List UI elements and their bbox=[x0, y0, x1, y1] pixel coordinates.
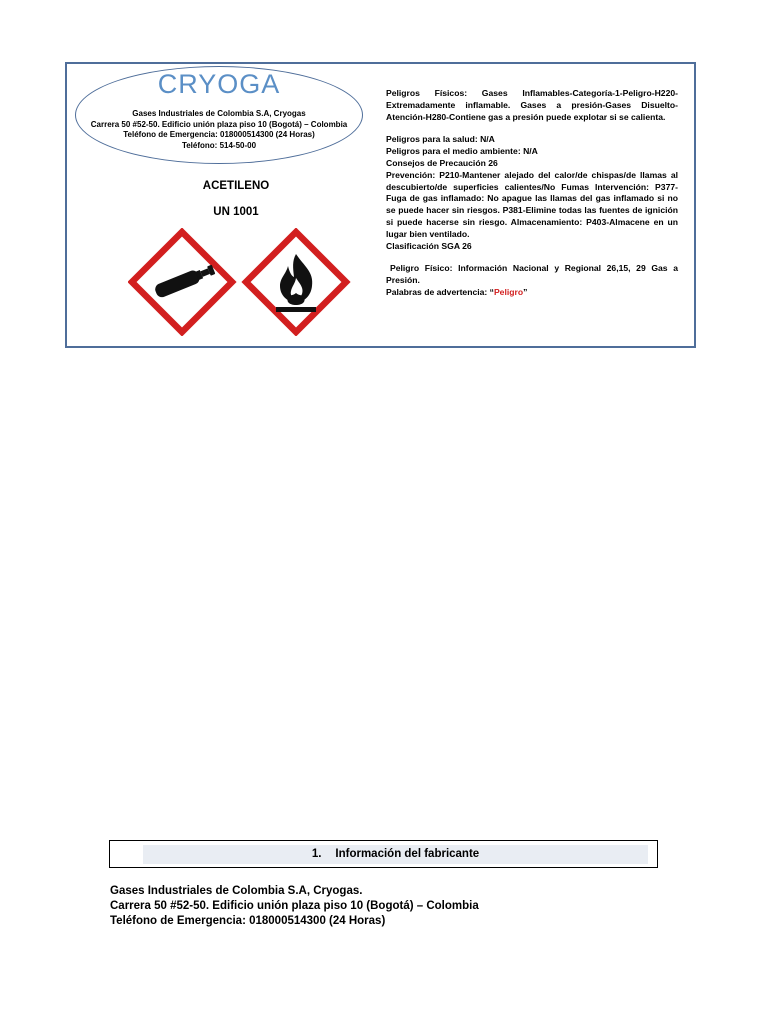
manufacturer-emergency-phone: Teléfono de Emergencia: 018000514300 (24 Horas) bbox=[110, 915, 386, 927]
physical-hazard-info-text: Peligro Físico: Información Nacional y Regional 26,15, 29 Gas a Presión. bbox=[386, 263, 678, 286]
section-heading-fill bbox=[143, 845, 648, 864]
product-name: ACETILENO bbox=[202, 180, 270, 192]
precaution-advice-text: Consejos de Precaución 26 bbox=[386, 157, 498, 168]
brand-oval bbox=[75, 66, 363, 164]
physical-hazards-text: Peligros Físicos: Gases Inflamables-Categoría-1-Peligro-H220-Extremadamente inflamable. Gases a presión-Gases Disuelto-Atención-H280-Contiene gas a presión puede explotar si se calienta. bbox=[386, 88, 678, 122]
classification-text: Clasificación SGA 26 bbox=[386, 240, 472, 251]
section-1-heading bbox=[109, 840, 658, 868]
signal-word-close: ” bbox=[523, 286, 528, 297]
un-number: UN 1001 bbox=[213, 206, 259, 218]
company-name: Gases Industriales de Colombia S.A, Cryogas bbox=[132, 109, 306, 118]
company-info bbox=[76, 109, 362, 151]
environment-hazards-text: Peligros para el medio ambiente: N/A bbox=[386, 146, 538, 157]
hazard-statements bbox=[386, 88, 678, 299]
company-phone: Teléfono: 514-50-00 bbox=[181, 140, 257, 150]
manufacturer-address: Carrera 50 #52-50. Edificio unión plaza piso 10 (Bogotá) – Colombia bbox=[110, 900, 479, 912]
section-title: Información del fabricante bbox=[335, 848, 480, 860]
prevention-text: Prevención: P210-Mantener alejado del calor/de chispas/de llamas al descubierto/de superficies calientes/No Fumas Intervención: P377-Fuga de gas inflamado: No apague las llamas del gas inflamado si no se puede hacer sin riesgos. P381-Elimine todas las fuentes de ignición si puede hacerse sin riesgo. Almacenamiento: P403-Almacene en un lugar bien ventilado. bbox=[386, 169, 678, 239]
company-emergency-phone: Teléfono de Emergencia: 018000514300 (24 Horas) bbox=[123, 130, 315, 139]
ghs-pictograms bbox=[128, 228, 360, 336]
signal-word-label: Palabras de advertencia: “ bbox=[386, 286, 494, 297]
section-number: 1. bbox=[311, 848, 322, 860]
manufacturer-name: Gases Industriales de Colombia S.A, Cryogas. bbox=[110, 885, 363, 897]
flame-icon bbox=[246, 232, 346, 332]
manufacturer-info bbox=[110, 884, 479, 929]
gas-cylinder-icon bbox=[132, 232, 232, 332]
signal-word: Peligro bbox=[493, 286, 524, 297]
company-address: Carrera 50 #52-50. Edificio unión plaza piso 10 (Bogotá) – Colombia bbox=[90, 119, 348, 129]
signal-word-line bbox=[386, 287, 678, 299]
health-hazards-text: Peligros para la salud: N/A bbox=[386, 134, 495, 145]
brand-logo-text: CRYOGA bbox=[157, 69, 281, 99]
